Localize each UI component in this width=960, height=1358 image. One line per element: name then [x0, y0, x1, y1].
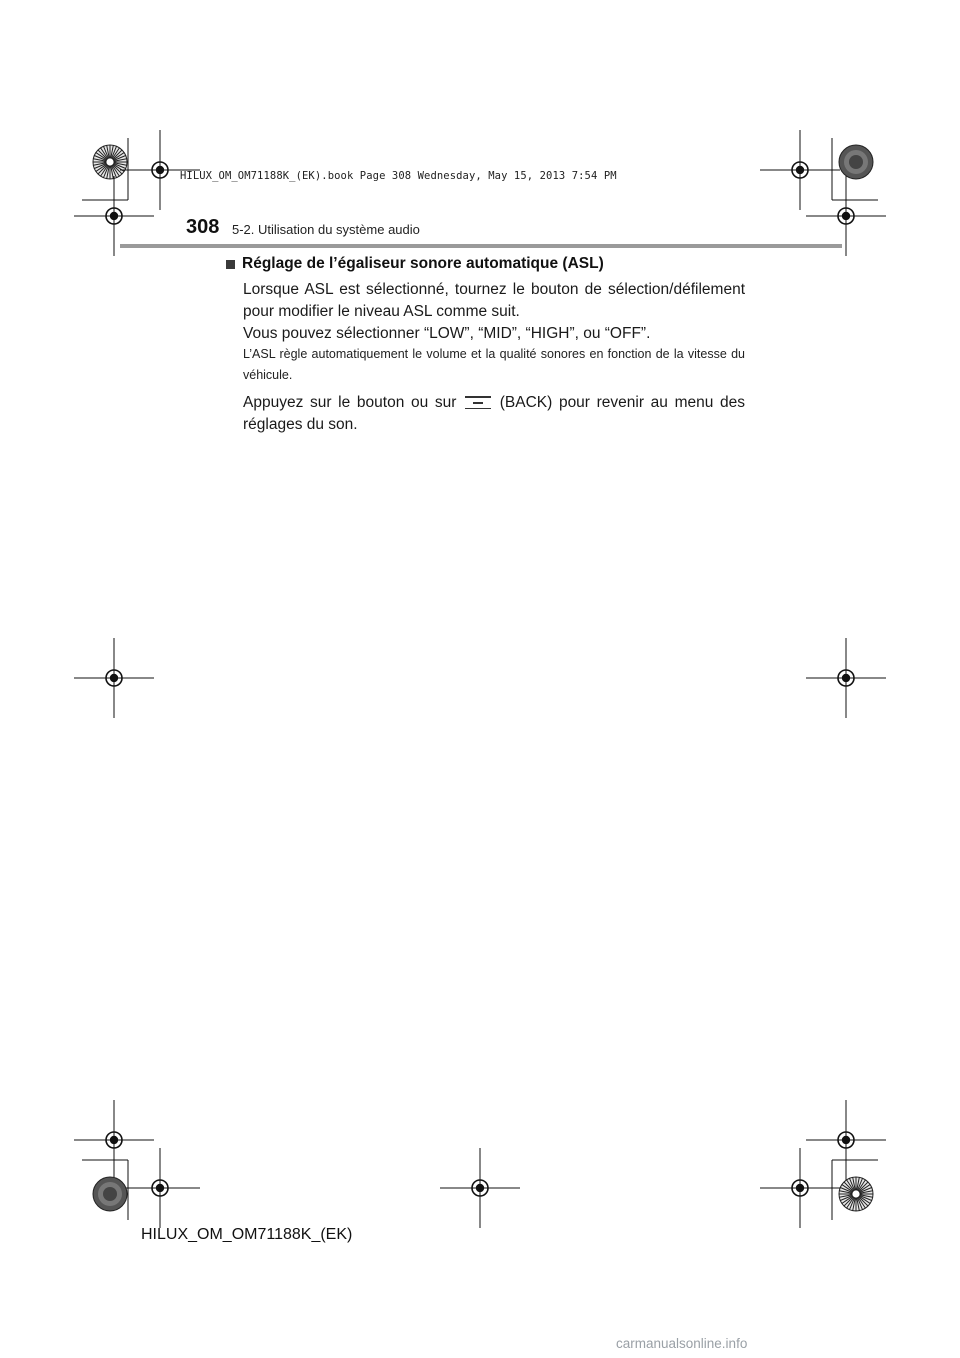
subheading-text: Réglage de l’égaliseur sonore automatique (ASL) [242, 255, 604, 272]
subheading [226, 255, 604, 273]
print-filename-line: HILUX_OM_OM71188K_(EK).book Page 308 Wednesday, May 15, 2013 7:54 PM [180, 170, 617, 182]
paragraph-asl-options: Vous pouvez sélectionner “LOW”, “MID”, “HIGH”, ou “OFF”. [243, 325, 651, 342]
section-title: 5-2. Utilisation du système audio [232, 222, 420, 237]
paragraph-asl-adjust: Lorsque ASL est sélectionné, tournez le bouton de sélection/défilement pour modifier le niveau ASL comme suit. [243, 281, 745, 320]
watermark: carmanualsonline.info [616, 1336, 748, 1351]
registration-mark-icon [74, 1100, 154, 1180]
back-button-icon [465, 396, 491, 409]
color-bar-icon [93, 145, 127, 179]
registration-mark-icon [806, 1100, 886, 1180]
page-number: 308 [186, 216, 220, 238]
paragraph-back-after: (BACK) pour revenir au menu des réglages du son. [243, 394, 745, 433]
registration-mark-icon [120, 1148, 200, 1228]
color-bar-icon [839, 145, 873, 179]
paragraph-back-before: Appuyez sur le bouton ou sur [243, 394, 457, 411]
registration-mark-icon [760, 130, 840, 210]
paragraph-back [243, 392, 745, 436]
color-bar-icon [839, 1177, 873, 1211]
footer-manual-code: HILUX_OM_OM71188K_(EK) [141, 1226, 353, 1243]
header-divider [120, 244, 842, 248]
registration-mark-icon [440, 1148, 520, 1228]
registration-mark-icon [760, 1148, 840, 1228]
square-bullet-icon [226, 260, 235, 269]
color-bar-icon [93, 1177, 127, 1211]
registration-mark-icon [74, 638, 154, 718]
registration-mark-icon [806, 638, 886, 718]
note-text: L’ASL règle automatiquement le volume et la qualité sonores en fonction de la vitesse du véhicule. [243, 347, 745, 382]
